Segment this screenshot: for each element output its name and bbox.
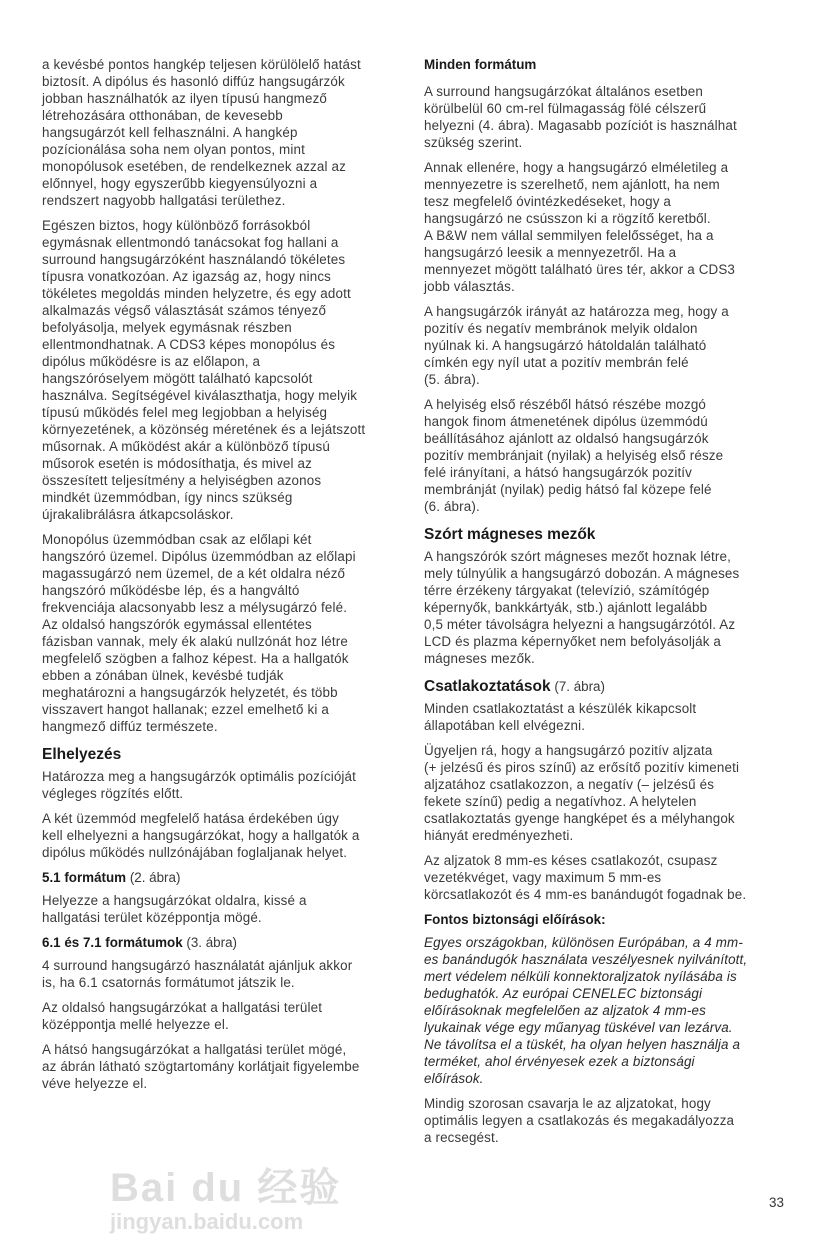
paragraph: Határozza meg a hangsugárzók optimális pozícióját végleges rögzítés előtt. <box>42 769 357 801</box>
paragraph: Az aljzatok 8 mm-es késes csatlakozót, csupasz vezetékvéget, vagy maximum 5 mm-es körcsatlakozót és 4 mm-es banándugót fogadnak be. <box>424 853 747 902</box>
paragraph: Egészen biztos, hogy különböző forrásokból egymásnak ellentmondó tanácsokat fog hallani a surround hangsugárzóként használandó tökéletes típusra vonatkozóan. Az igazság az, hogy nincs tökéletes megoldás minden helyzetre, és egy adott alkalmazás végső választását számos tényező befolyásolja, melyek egymásnak részben ellentmondhatnak. A CDS3 képes monopólus és dipólus működésre is az előlapon, a hangszóróselyem mögött található kapcsolót használva. Segítségével kiválaszthatja, hogy melyik típusú működés felel meg legjobban a helyiség környezetének, a közönség méretének és a lejátszott műsornak. A működést akár a különböző típusú műsorok esetén is módosíthatja, és mivel az összesített teljesítmény a helyiségben azonos mindkét üzemmódban, így nincs szükség újrakalibrálásra átkapcsoláskor. <box>42 218 366 522</box>
paragraph: Minden csatlakoztatást a készülék kikapcsolt állapotában kell elvégezni. <box>424 701 697 733</box>
section-heading-csatlakoztatasok <box>424 677 796 696</box>
page-number: 33 <box>769 1195 784 1210</box>
subheading-6-1-7-1 <box>42 934 412 951</box>
paragraph: A helyiség első részéből hátsó részébe mozgó hangok finom átmenetének dipólus üzemmódú beállításához ajánlott az oldalsó hangsugárzók pozitív membránjait (nyilak) a helyiség első része felé irányítani, a hátsó hangsugárzók pozitív membránját (nyilak) pedig hátsó fal közepe felé (6. ábra). <box>424 397 724 514</box>
paragraph: Az oldalsó hangsugárzókat a hallgatási terület középpontja mellé helyezze el. <box>42 1000 323 1032</box>
figure-reference: (3. ábra) <box>182 935 237 950</box>
paragraph: A surround hangsugárzókat általános esetben körülbelül 60 cm-rel fülmagasság fölé célszerű helyezni (4. ábra). Magasabb pozíciót is használhat szükség szerint. <box>424 84 737 150</box>
paragraph: Annak ellenére, hogy a hangsugárzó elméletileg a mennyezetre is szerelhető, nem ajánlott, ha nem tesz megfelelő óvintézkedéseket, hogy a hangsugárzó ne csússzon ki a rögzítő keretből. A B&W nem vállal semmilyen felelősséget, ha a hangsugárzó leesik a mennyezetről. Ha a mennyezet mögött található üres tér, akkor a CDS3 jobb választás. <box>424 160 736 294</box>
paragraph: Mindig szorosan csavarja le az aljzatokat, hogy optimális legyen a csatlakozás és megakadályozza a recsegést. <box>424 1096 735 1145</box>
safety-paragraph: Egyes országokban, különösen Európában, a 4 mm- es banándugók használata veszélyesnek nyilvánított, mert védelem nélküli konnektoraljzatok nyílásába is bedughatók. Az európai CENELEC biztonsági előírásoknak megfelelően az aljzatok 4 mm-es lyukainak vége egy műanyag tüskével van lezárva. Ne távolítsa el a tüskét, ha olyan helyen használja a terméket, ahol érvényesek ezek a biztonsági előírások. <box>424 935 748 1086</box>
paragraph: A hangsugárzók irányát az határozza meg, hogy a pozitív és negatív membránok melyik oldalon nyúlnak ki. A hangsugárzó hátoldalán található címkén egy nyíl utat a pozitív membrán felé (5. ábra). <box>424 304 729 387</box>
paragraph: A hátsó hangsugárzókat a hallgatási terület mögé, az ábrán látható szögtartomány korlátjait figyelembe véve helyezze el. <box>42 1042 360 1091</box>
figure-reference: (7. ábra) <box>550 679 605 694</box>
watermark-logo: Bai du 经验 <box>110 1166 342 1210</box>
right-column <box>424 56 796 1154</box>
paragraph: 4 surround hangsugárzó használatát ajánljuk akkor is, ha 6.1 csatornás formátumot játszik le. <box>42 958 353 990</box>
paragraph: a kevésbé pontos hangkép teljesen körülölelő hatást biztosít. A dipólus és hasonló diffúz hangsugárzók jobban használhatók az ilyen típusú hangmező létrehozására otthonában, de kevesebb hangsugárzót kell felhasználni. A hangkép pozícionálása soha nem olyan pontos, mint monopólusok esetében, de rendelkeznek azzal az előnnyel, hogy egyszerűbb kiegyensúlyozni a rendszert nagyobb hallgatási területhez. <box>42 57 361 208</box>
section-heading-szort: Szórt mágneses mezők <box>424 526 596 543</box>
left-column <box>42 56 412 1100</box>
paragraph: A két üzemmód megfelelő hatása érdekében úgy kell elhelyezni a hangsugárzókat, hogy a hallgatók a dipólus működés nullzónájában foglaljanak helyet. <box>42 811 360 860</box>
subheading-text: 6.1 és 7.1 formátumok <box>42 935 183 950</box>
subheading-safety: Fontos biztonsági előírások: <box>424 912 606 927</box>
paragraph: A hangszórók szórt mágneses mezőt hoznak létre, mely túlnyúlik a hangsugárzó dobozán. A mágneses térre érzékeny tárgyakat (televízió, számítógép képernyők, bankkártyák, stb.) ajánlott legalább 0,5 méter távolságra helyezni a hangsugárzótól. Az LCD és plazma képernyőket nem befolyásolják a mágneses mezők. <box>424 549 740 666</box>
subheading-minden-formatum: Minden formátum <box>424 57 537 72</box>
paragraph: Ügyeljen rá, hogy a hangsugárzó pozitív aljzata (+ jelzésű és piros színű) az erősítő pozitív kimeneti aljzatához csatlakozzon, a negatív (– jelzésű és fekete színű) pedig a negatívhoz. A helytelen csatlakoztatás gyenge hangképet és a mélyhangok hiányát eredményezheti. <box>424 743 740 843</box>
section-heading-elhelyezes: Elhelyezés <box>42 746 122 763</box>
paragraph: Helyezze a hangsugárzókat oldalra, kissé a hallgatási terület középpontja mögé. <box>42 893 307 925</box>
baidu-watermark <box>110 1166 341 1234</box>
paragraph: Monopólus üzemmódban csak az előlapi két hangszóró üzemel. Dipólus üzemmódban az előlapi magassugárzó nem üzemel, de a két oldalra néző hangszóró működésbe lép, és a hangváltó frekvenciája alacsonyabb lesz a mélysugárzó felé. Az oldalsó hangszórók egymással ellentétes fázisban vannak, mely ék alakú nullzónát hoz létre megfelelő szögben a falhoz képest. Ha a hallgatók ebben a zónában ülnek, kevésbé tudják meghatározni a hangsugárzók helyzetét, és több visszavert hangot hallanak; ezzel emelhető ki a hangmező diffúz természete. <box>42 532 356 734</box>
figure-reference: (2. ábra) <box>126 870 181 885</box>
watermark-url: jingyan.baidu.com <box>110 1209 304 1234</box>
heading-text: Csatlakoztatások <box>424 678 551 695</box>
subheading-text: 5.1 formátum <box>42 870 127 885</box>
subheading-5-1 <box>42 869 412 886</box>
